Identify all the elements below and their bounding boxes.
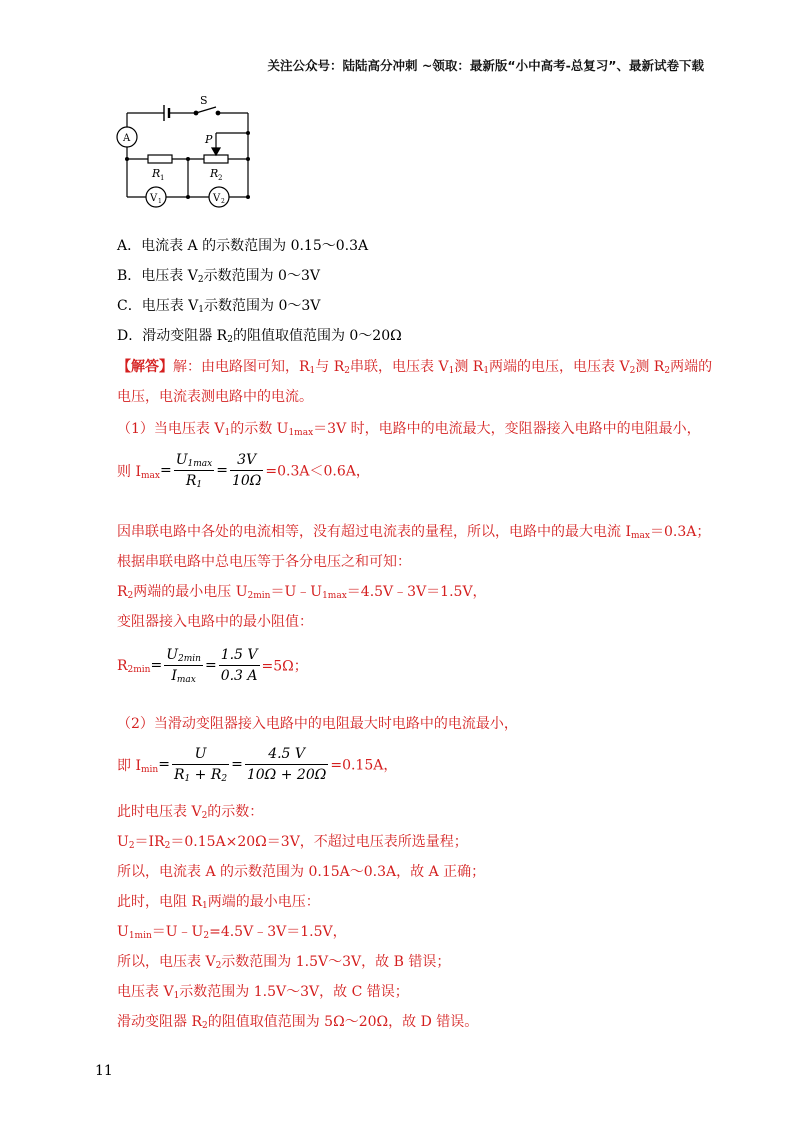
ammeter-label: A [123, 133, 131, 144]
fraction: $\frac{4.5 V}{10\Omega + 20\Omega}$ [246, 746, 327, 783]
page-number: 11 [95, 1063, 113, 1079]
option-d: D．滑动变阻器 $R_2$的阻值取值范围为 0～20Ω [117, 328, 402, 345]
answer-p5: 变阻器接入电路中的最小阻值： [117, 614, 313, 630]
answer-p2: 因串联电路中各处的电流相等，没有超过电流表的量程，所以，电路中的最大电流 $I_{max}=0.3A$； [117, 524, 711, 541]
formula-r2min: $R_{2min}=$ $\frac{U_{2min}}{I_{max}}$ = $\frac{1.5 V}{0.3 A}$ =5Ω； [117, 647, 308, 685]
r1-label-sub: 1 [160, 174, 165, 182]
page-header: 关注公众号：陆陆高分冲刺 ~领取：最新版“小中高考-总复习”、最新试卷下载 [267, 58, 704, 73]
fraction: $\frac{U_{1max}}{R_1}$ [175, 452, 213, 490]
formula-imax: 则 $I_{max}=$ $\frac{U_{1max}}{R_1}$ = $\frac{3V}{10\Omega}$ =0.3A＜0.6A， [117, 452, 370, 490]
fraction: $\frac{U}{R_1 + R_2}$ [173, 746, 228, 784]
answer-p4: $R_2$两端的最小电压 $U_{2min}=U﹣U_{1max}=4.5V﹣3V=1.5V$， [117, 584, 487, 601]
option-b: B．电压表 $V_2$示数范围为 0～3V [117, 268, 320, 285]
switch-label: S [200, 94, 208, 107]
answer-p8: $U_2=IR_2=0.15A\times 20\Omega=3V$，不超过电压表所选量程； [117, 834, 468, 851]
answer-p13: 电压表 $V_1$示数范围为 1.5V～3V，故 C 错误； [117, 984, 409, 1001]
formula-imin: 即 $I_{min}=$ $\frac{U}{R_1 + R_2}$ = $\frac{4.5 V}{10\Omega + 20\Omega}$ =0.15A， [117, 746, 398, 784]
v2-label-sub: 2 [221, 198, 225, 205]
r2-label: R [210, 167, 219, 180]
circuit-diagram [112, 94, 262, 212]
answer-part2: （2）当滑动变阻器接入电路中的电阻最大时电路中的电流最小， [117, 716, 518, 732]
fraction: $\frac{3V}{10\Omega}$ [231, 452, 262, 489]
answer-p12: 所以，电压表 $V_2$示数范围为 1.5V～3V，故 B 错误； [117, 954, 451, 971]
answer-p9: 所以，电流表 A 的示数范围为 0.15A～0.3A，故 A 正确； [117, 864, 486, 880]
answer-p3: 根据串联电路中总电压等于各分电压之和可知： [117, 554, 411, 570]
v2-label: V [213, 193, 221, 204]
option-c: C．电压表 $V_1$示数范围为 0～3V [117, 298, 321, 315]
answer-intro-line2: 电压，电流表测电路中的电流。 [117, 389, 313, 405]
v1-label-sub: 1 [158, 198, 162, 205]
option-a: A．电流表 A 的示数范围为 0.15～0.3A [117, 238, 369, 254]
answer-p11: $U_{1min}=U﹣U_2=4.5V﹣3V=1.5V$， [117, 924, 347, 941]
r1-label: R [152, 167, 161, 180]
answer-intro-line1: 【解答】解：由电路图可知，$R_1$与 $R_2$串联，电压表 $V_1$测 $R_1$两端的电压，电压表 $V_2$测 $R_2$两端的 [117, 359, 713, 376]
fraction: $\frac{U_{2min}}{I_{max}}$ [166, 647, 201, 685]
v1-label: V [150, 193, 158, 204]
fraction: $\frac{1.5 V}{0.3 A}$ [220, 647, 258, 684]
answer-p10: 此时，电阻 $R_1$两端的最小电压： [117, 894, 320, 911]
answer-part1: （1）当电压表 $V_1$的示数 $U_{1max}=3V$ 时，电路中的电流最大，变阻器接入电路中的电阻最小， [117, 421, 701, 438]
answer-tag: 【解答】 [117, 359, 173, 375]
slider-label: P [205, 133, 213, 146]
answer-p7: 此时电压表 $V_2$的示数： [117, 804, 264, 821]
r2-label-sub: 2 [218, 174, 223, 182]
answer-p14: 滑动变阻器 $R_2$的阻值取值范围为 5Ω～20Ω，故 D 错误。 [117, 1014, 479, 1031]
